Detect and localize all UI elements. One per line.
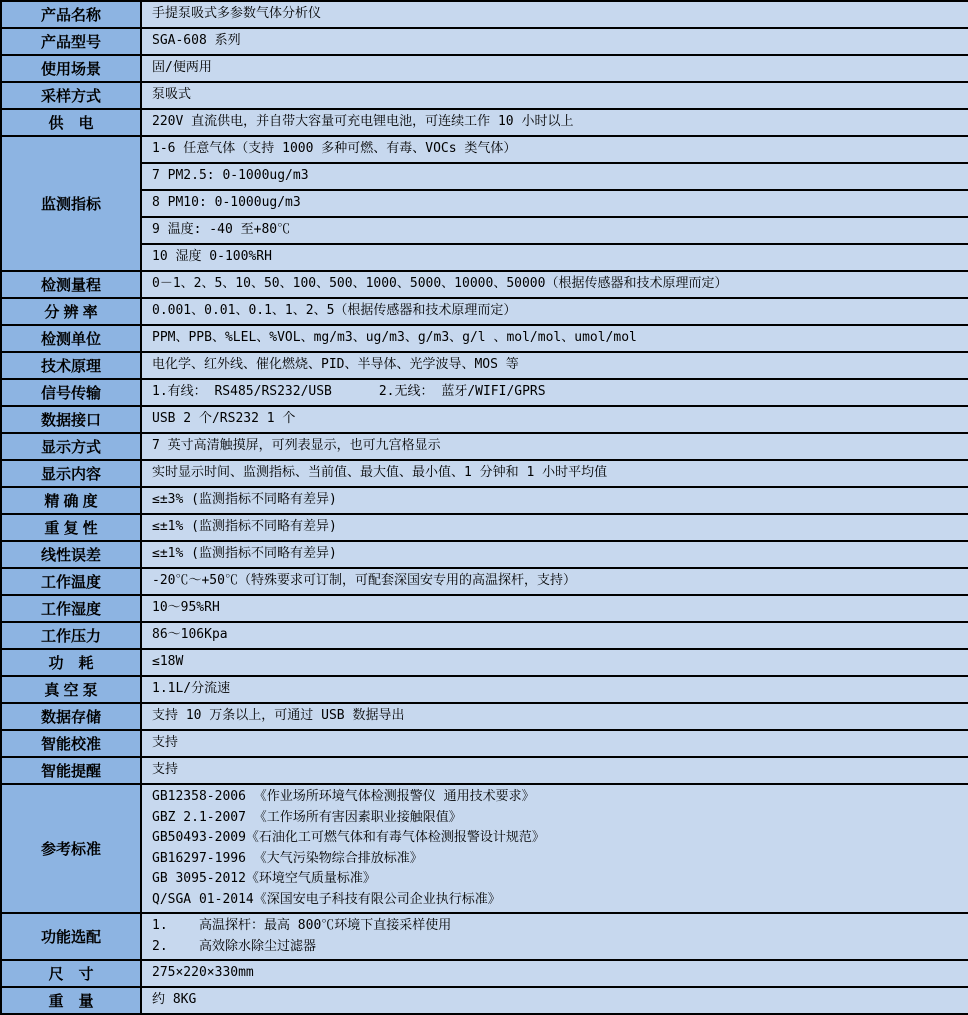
spec-value-cell: ≤±1% (监测指标不同略有差异) [141, 541, 968, 568]
spec-label-cell: 数据存储 [1, 703, 141, 730]
spec-value-cell: SGA-608 系列 [141, 28, 968, 55]
spec-label-cell: 产品型号 [1, 28, 141, 55]
spec-label-cell: 使用场景 [1, 55, 141, 82]
spec-label-cell: 参考标准 [1, 784, 141, 913]
spec-value-line: GB 3095-2012《环境空气质量标准》 [152, 871, 376, 886]
spec-label-cell: 功能选配 [1, 913, 141, 960]
spec-value-line: 2. 高效除水除尘过滤器 [152, 938, 316, 954]
spec-value-cell: 1.有线： RS485/RS232/USB 2.无线： 蓝牙/WIFI/GPRS [141, 379, 968, 406]
spec-label-cell: 精 确 度 [1, 487, 141, 514]
spec-value-line: GB50493-2009《石油化工可燃气体和有毒气体检测报警设计规范》 [152, 830, 545, 845]
spec-label-cell: 显示方式 [1, 433, 141, 460]
spec-value-cell [141, 784, 968, 913]
spec-label-cell: 智能提醒 [1, 757, 141, 784]
spec-value-line: 1. 高温探杆：最高 800℃环境下直接采样使用 [152, 918, 452, 933]
spec-value-cell: 275×220×330mm [141, 960, 968, 987]
spec-value-line: Q/SGA 01-2014《深国安电子科技有限公司企业执行标准》 [152, 891, 501, 907]
spec-value-cell: 支持 [141, 757, 968, 784]
spec-label-cell: 工作温度 [1, 568, 141, 595]
spec-value-cell: 220V 直流供电，并自带大容量可充电锂电池，可连续工作 10 小时以上 [141, 109, 968, 136]
spec-value-cell: ≤±3% (监测指标不同略有差异) [141, 487, 968, 514]
spec-value-cell: 9 温度: -40 至+80℃ [141, 217, 968, 244]
spec-label-cell: 重 量 [1, 987, 141, 1014]
spec-label-cell: 信号传输 [1, 379, 141, 406]
spec-value-cell: 支持 10 万条以上，可通过 USB 数据导出 [141, 703, 968, 730]
spec-value-cell: 0－1、2、5、10、50、100、500、1000、5000、10000、50000（根据传感器和技术原理而定） [141, 271, 968, 298]
spec-label-cell: 分 辨 率 [1, 298, 141, 325]
spec-label-cell: 采样方式 [1, 82, 141, 109]
spec-value-cell: 泵吸式 [141, 82, 968, 109]
spec-label-cell: 工作湿度 [1, 595, 141, 622]
spec-value-cell: 固/便两用 [141, 55, 968, 82]
spec-value-cell: 支持 [141, 730, 968, 757]
spec-value-cell: 1.1L/分流速 [141, 676, 968, 703]
spec-label-cell: 真 空 泵 [1, 676, 141, 703]
spec-value-cell: 10 湿度 0-100%RH [141, 244, 968, 271]
spec-value-cell: 86～106Kpa [141, 622, 968, 649]
spec-value-cell: 电化学、红外线、催化燃烧、PID、半导体、光学波导、MOS 等 [141, 352, 968, 379]
spec-label-cell: 尺 寸 [1, 960, 141, 987]
spec-value-line: GB12358-2006 《作业场所环境气体检测报警仪 通用技术要求》 [152, 789, 535, 804]
spec-label-cell: 监测指标 [1, 136, 141, 271]
spec-label-cell: 重 复 性 [1, 514, 141, 541]
spec-label-cell: 显示内容 [1, 460, 141, 487]
spec-value-cell: 实时显示时间、监测指标、当前值、最大值、最小值、1 分钟和 1 小时平均值 [141, 460, 968, 487]
spec-value-cell: -20℃～+50℃（特殊要求可订制，可配套深国安专用的高温探杆，支持） [141, 568, 968, 595]
spec-label-cell: 功 耗 [1, 649, 141, 676]
spec-label-cell: 检测量程 [1, 271, 141, 298]
spec-label-cell: 智能校准 [1, 730, 141, 757]
spec-value-cell: ≤±1% (监测指标不同略有差异) [141, 514, 968, 541]
spec-table-body [1, 1, 968, 1014]
spec-value-cell: ≤18W [141, 649, 968, 676]
spec-value-cell: 7 英寸高清触摸屏，可列表显示，也可九宫格显示 [141, 433, 968, 460]
spec-value-line: GB16297-1996 《大气污染物综合排放标准》 [152, 850, 423, 866]
spec-value-cell [141, 913, 968, 960]
spec-label-cell: 数据接口 [1, 406, 141, 433]
spec-label-cell: 供 电 [1, 109, 141, 136]
spec-value-cell: 1-6 任意气体（支持 1000 多种可燃、有毒、VOCs 类气体） [141, 136, 968, 163]
spec-value-cell: 约 8KG [141, 987, 968, 1014]
spec-label-cell: 检测单位 [1, 325, 141, 352]
spec-label-cell: 线性误差 [1, 541, 141, 568]
spec-value-cell: 手提泵吸式多参数气体分析仪 [141, 1, 968, 28]
spec-value-cell: USB 2 个/RS232 1 个 [141, 406, 968, 433]
spec-value-cell: 0.001、0.01、0.1、1、2、5（根据传感器和技术原理而定） [141, 298, 968, 325]
spec-label-cell: 技术原理 [1, 352, 141, 379]
spec-value-cell: 7 PM2.5: 0-1000ug/m3 [141, 163, 968, 190]
spec-label-cell: 工作压力 [1, 622, 141, 649]
spec-value-cell: 8 PM10: 0-1000ug/m3 [141, 190, 968, 217]
spec-value-cell: PPM、PPB、%LEL、%VOL、mg/m3、ug/m3、g/m3、g/l 、mol/mol、umol/mol [141, 325, 968, 352]
spec-value-line: GBZ 2.1-2007 《工作场所有害因素职业接触限值》 [152, 809, 462, 825]
spec-value-cell: 10～95%RH [141, 595, 968, 622]
spec-label-cell: 产品名称 [1, 1, 141, 28]
